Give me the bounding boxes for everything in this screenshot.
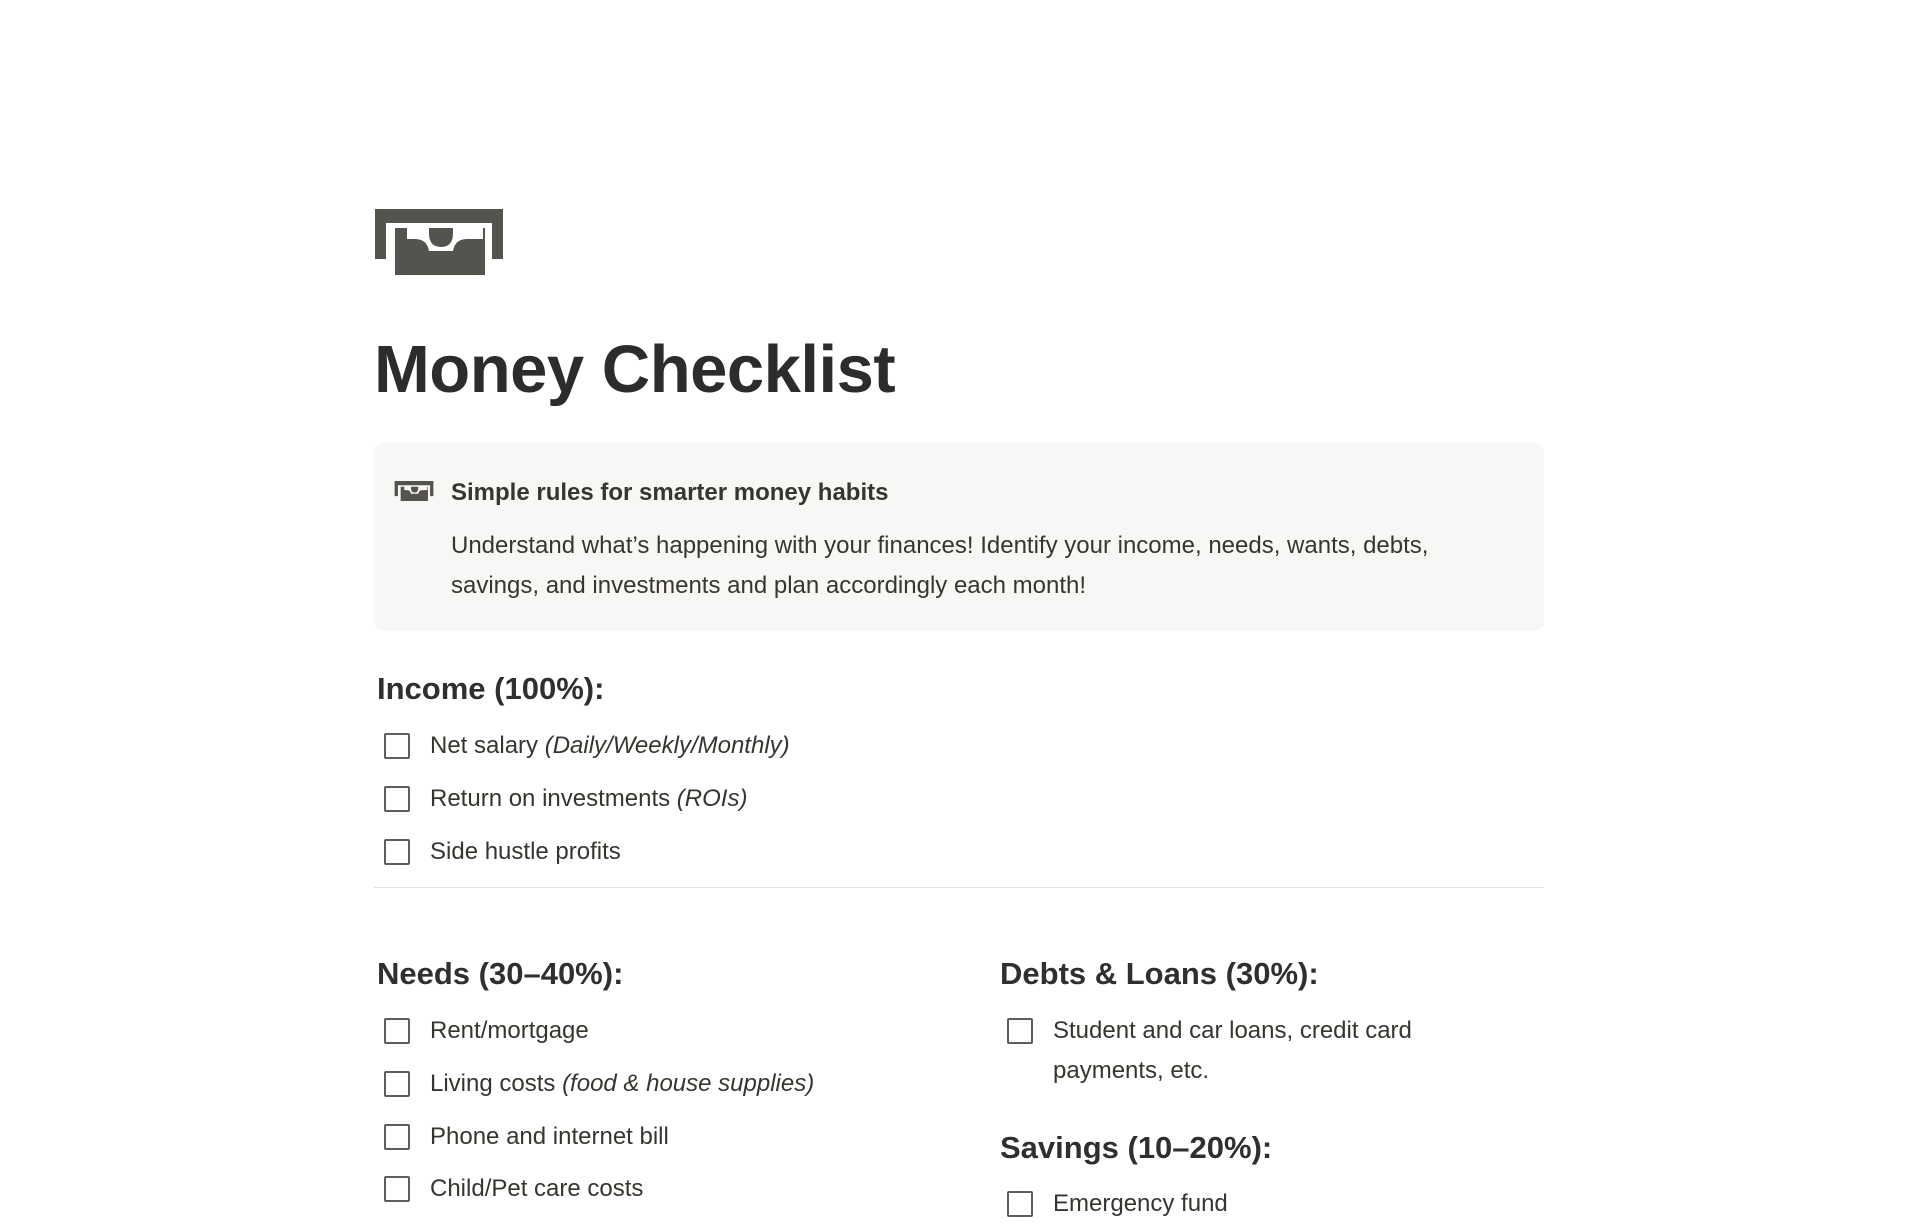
callout-heading: Simple rules for smarter money habits [451, 479, 889, 506]
todo-item [384, 1064, 814, 1104]
checkbox[interactable] [1007, 1018, 1033, 1044]
todo-item [384, 726, 790, 766]
checkbox[interactable] [384, 786, 410, 812]
todo-item [384, 779, 747, 819]
checkbox[interactable] [384, 1071, 410, 1097]
todo-text[interactable]: Child/Pet care costs [430, 1175, 644, 1202]
todo-text[interactable]: Rent/mortgage [430, 1017, 589, 1044]
checkbox[interactable] [384, 1018, 410, 1044]
todo-item [384, 1169, 643, 1209]
checkbox[interactable] [1007, 1191, 1033, 1217]
todo-item [384, 1117, 669, 1157]
divider [374, 887, 1544, 888]
todo-item [384, 1011, 589, 1051]
savings-heading: Savings (10–20%): [1000, 1130, 1273, 1165]
todo-item [1007, 1184, 1228, 1224]
todo-text[interactable]: Student and car loans, credit card payments, etc. [1053, 1017, 1412, 1084]
todo-text[interactable]: Living costs (food & house supplies) [430, 1070, 815, 1097]
todo-text[interactable]: Phone and internet bill [430, 1123, 669, 1150]
income-heading: Income (100%): [377, 671, 605, 706]
callout-body: Understand what’s happening with your finances! Identify your income, needs, wants, debts, savings, and investments and plan accordingly each month! [451, 532, 1429, 599]
todo-text[interactable]: Return on investments (ROIs) [430, 785, 748, 812]
checkbox[interactable] [384, 839, 410, 865]
debts-heading: Debts & Loans (30%): [1000, 956, 1319, 991]
todo-text[interactable]: Net salary (Daily/Weekly/Monthly) [430, 732, 790, 759]
money-bill-icon[interactable] [375, 209, 503, 275]
checkbox[interactable] [384, 1124, 410, 1150]
todo-item [384, 832, 621, 872]
page-title[interactable]: Money Checklist [374, 332, 896, 407]
checkbox[interactable] [384, 733, 410, 759]
money-bill-icon[interactable] [394, 481, 434, 501]
todo-text[interactable]: Emergency fund [1053, 1190, 1228, 1217]
todo-text[interactable]: Side hustle profits [430, 838, 621, 865]
todo-item [1007, 1011, 1507, 1091]
needs-heading: Needs (30–40%): [377, 956, 624, 991]
checkbox[interactable] [384, 1176, 410, 1202]
